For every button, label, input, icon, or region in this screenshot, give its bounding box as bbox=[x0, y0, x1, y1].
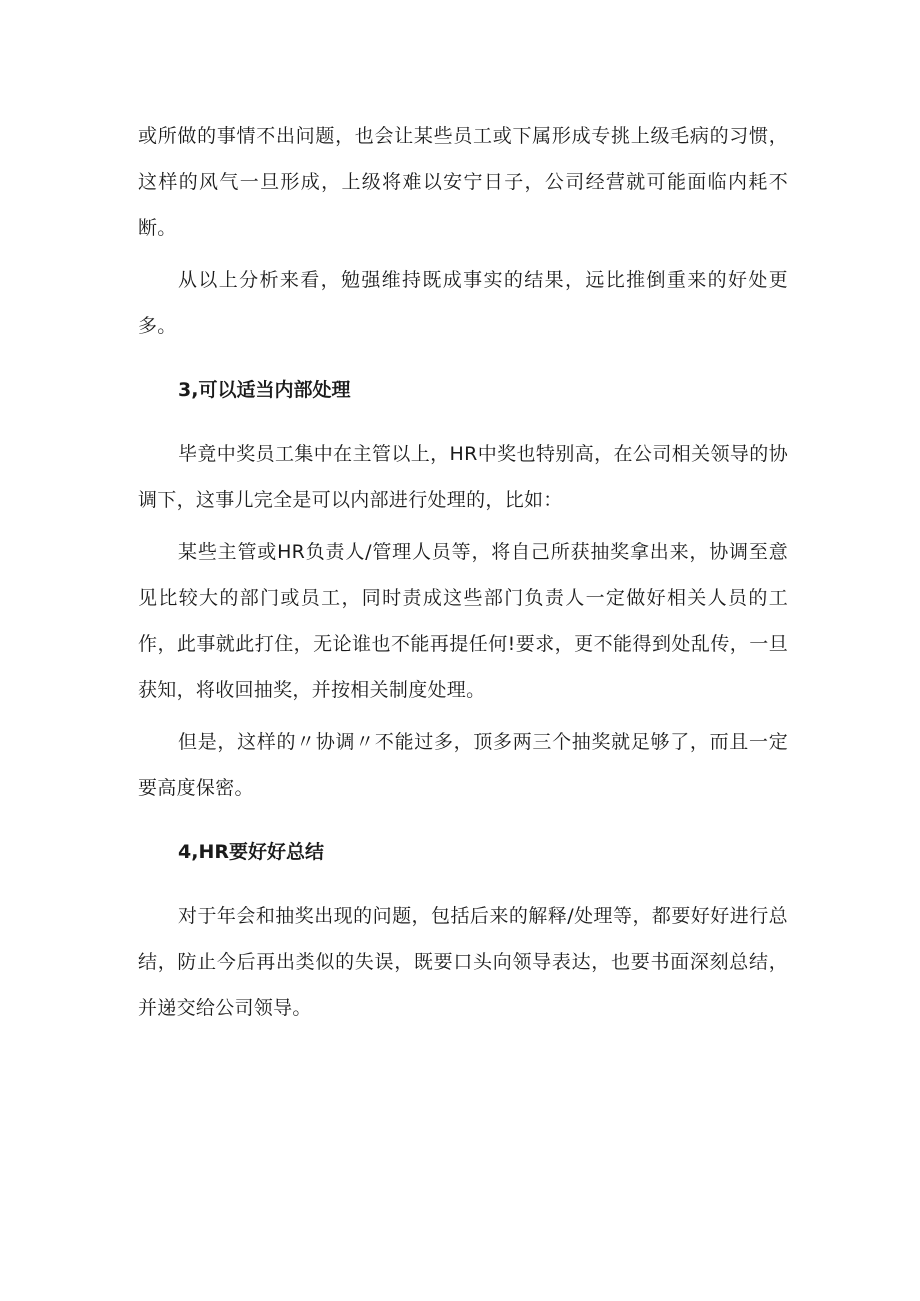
paragraph-internal-handling: 毕竟中奖员工集中在主管以上，HR中奖也特别高，在公司相关领导的协调下，这事儿完全是可以内部进行处理的，比如： bbox=[138, 443, 788, 511]
section-heading-4: 4,HR要好好总结 bbox=[178, 841, 324, 863]
paragraph-continued: 或所做的事情不出问题，也会让某些员工或下属形成专挑上级毛病的习惯，这样的风气一旦形成，上级将难以安宁日子，公司经营就可能面临内耗不断。 bbox=[138, 125, 788, 239]
paragraph-summary: 对于年会和抽奖出现的问题，包括后来的解释/处理等，都要好好进行总结，防止今后再出类似的失误，既要口头向领导表达，也要书面深刻总结，并递交给公司领导。 bbox=[138, 905, 788, 1019]
paragraph-conclusion: 从以上分析来看，勉强维持既成事实的结果，远比推倒重来的好处更多。 bbox=[138, 269, 788, 337]
section-heading-3: 3,可以适当内部处理 bbox=[178, 379, 351, 401]
paragraph-coordination-example: 某些主管或HR负责人/管理人员等，将自己所获抽奖拿出来，协调至意见比较大的部门或员工，同时责成这些部门负责人一定做好相关人员的工作，此事就此打住，无论谁也不能再提任何!要求，更不能得到处乱传，一旦获知，将收回抽奖，并按相关制度处理。 bbox=[138, 541, 788, 701]
paragraph-confidentiality: 但是，这样的〃协调〃不能过多，顶多两三个抽奖就足够了，而且一定要高度保密。 bbox=[138, 731, 788, 799]
document-body bbox=[138, 113, 788, 1031]
